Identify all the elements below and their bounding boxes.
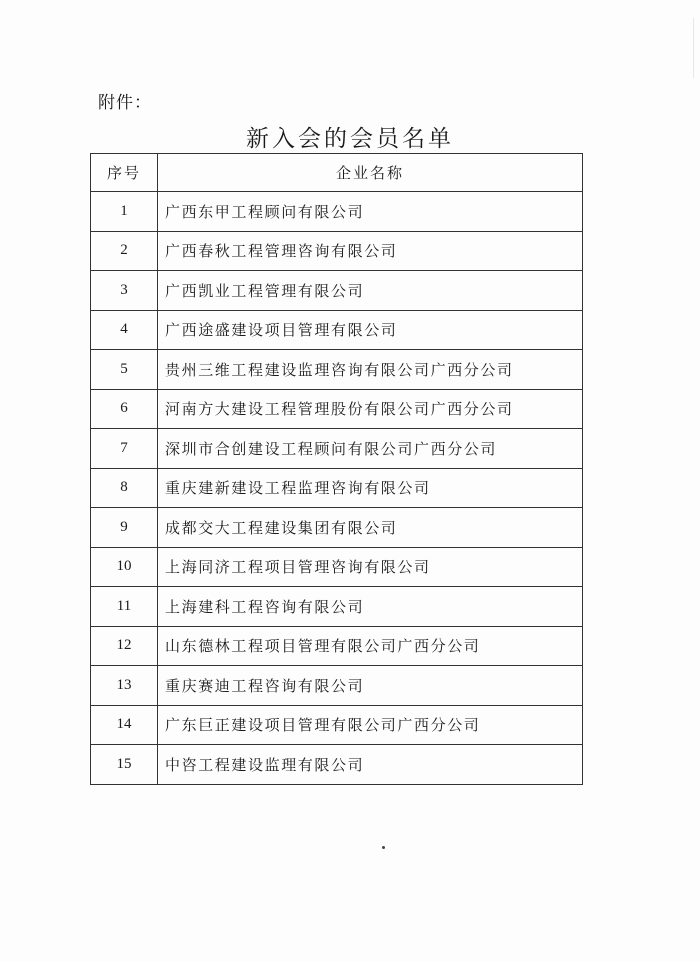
row-index: 6	[91, 389, 158, 429]
row-company-name: 广西途盛建设项目管理有限公司	[158, 310, 583, 350]
row-index: 5	[91, 350, 158, 390]
table-row	[91, 666, 583, 706]
row-index: 9	[91, 508, 158, 548]
table-header-row	[91, 154, 583, 192]
table-row	[91, 350, 583, 390]
table-row	[91, 508, 583, 548]
row-index: 2	[91, 231, 158, 271]
row-company-name: 重庆赛迪工程咨询有限公司	[158, 666, 583, 706]
table-row	[91, 705, 583, 745]
table-row	[91, 626, 583, 666]
row-index: 7	[91, 429, 158, 469]
row-company-name: 上海同济工程项目管理咨询有限公司	[158, 547, 583, 587]
row-company-name: 贵州三维工程建设监理咨询有限公司广西分公司	[158, 350, 583, 390]
row-company-name: 广西春秋工程管理咨询有限公司	[158, 231, 583, 271]
table-row	[91, 310, 583, 350]
row-index: 12	[91, 626, 158, 666]
row-company-name: 山东德林工程项目管理有限公司广西分公司	[158, 626, 583, 666]
table-row	[91, 468, 583, 508]
row-company-name: 深圳市合创建设工程顾问有限公司广西分公司	[158, 429, 583, 469]
row-index: 8	[91, 468, 158, 508]
scan-speck	[382, 846, 385, 849]
member-table	[90, 153, 583, 785]
row-index: 10	[91, 547, 158, 587]
row-index: 13	[91, 666, 158, 706]
row-index: 4	[91, 310, 158, 350]
table-row	[91, 745, 583, 785]
table-header	[91, 154, 583, 192]
row-company-name: 重庆建新建设工程监理咨询有限公司	[158, 468, 583, 508]
row-index: 14	[91, 705, 158, 745]
row-company-name: 广东巨正建设项目管理有限公司广西分公司	[158, 705, 583, 745]
table-row	[91, 587, 583, 627]
header-index: 序号	[91, 154, 158, 192]
table-row	[91, 231, 583, 271]
table-row	[91, 547, 583, 587]
document-title: 新入会的会员名单	[246, 126, 454, 152]
scan-edge-mark	[693, 18, 694, 78]
row-company-name: 河南方大建设工程管理股份有限公司广西分公司	[158, 389, 583, 429]
row-index: 11	[91, 587, 158, 627]
row-company-name: 上海建科工程咨询有限公司	[158, 587, 583, 627]
row-company-name: 中咨工程建设监理有限公司	[158, 745, 583, 785]
row-company-name: 广西东甲工程顾问有限公司	[158, 192, 583, 232]
header-company-name: 企业名称	[158, 154, 583, 192]
row-company-name: 广西凯业工程管理有限公司	[158, 271, 583, 311]
row-index: 1	[91, 192, 158, 232]
table-row	[91, 271, 583, 311]
row-company-name: 成都交大工程建设集团有限公司	[158, 508, 583, 548]
table-row	[91, 389, 583, 429]
table-body	[91, 192, 583, 785]
attachment-label: 附件：	[98, 93, 152, 113]
table-row	[91, 429, 583, 469]
table-row	[91, 192, 583, 232]
row-index: 15	[91, 745, 158, 785]
row-index: 3	[91, 271, 158, 311]
